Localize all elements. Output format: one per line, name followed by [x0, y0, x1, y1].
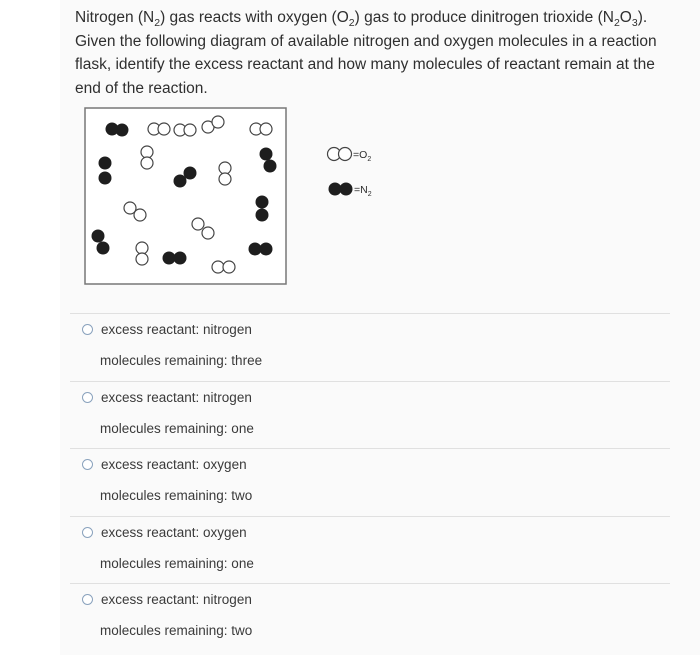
option-4[interactable] — [70, 516, 670, 584]
legend-n2-label: $=N_2$ — [354, 184, 372, 198]
legend-n2 — [329, 183, 372, 199]
option-remaining-label: molecules remaining: two — [100, 488, 253, 503]
legend-o2-icon — [328, 148, 352, 161]
radio-button[interactable] — [82, 392, 93, 403]
answer-options — [70, 313, 670, 651]
option-remaining-label: molecules remaining: one — [100, 420, 254, 436]
legend-o2-label: $=O_2$ — [353, 149, 372, 163]
option-reactant-label: excess reactant: oxygen — [101, 457, 247, 472]
option-1[interactable] — [70, 313, 670, 381]
radio-button[interactable] — [82, 594, 93, 605]
radio-button[interactable] — [82, 527, 93, 538]
o2-molecule — [174, 124, 196, 136]
question-text: Nitrogen $(N_2)$ gas reacts with oxygen $(O_2)$ gas to produce dinitrogen trioxide $(N_2O_3)$. Given the following diagram of available nitrogen and oxygen molecules in a reaction flask, identify the excess reactant and how many molecules of reactant remain at the end of the reaction. — [75, 9, 657, 97]
legend-n2-icon — [329, 183, 353, 196]
option-reactant-label: excess reactant: nitrogen — [101, 389, 252, 405]
option-5[interactable] — [70, 583, 670, 651]
option-remaining-label: molecules remaining: three — [100, 353, 263, 368]
o2-molecule — [148, 123, 170, 135]
option-remaining-label: molecules remaining: one — [100, 555, 254, 571]
option-reactant-label: excess reactant: nitrogen — [101, 322, 252, 337]
o2-molecule — [250, 123, 272, 135]
option-3[interactable] — [70, 448, 670, 516]
option-2[interactable] — [70, 381, 670, 449]
radio-button[interactable] — [82, 324, 93, 335]
option-reactant-label: excess reactant: nitrogen — [101, 592, 252, 607]
option-remaining-label: molecules remaining: two — [100, 623, 253, 638]
option-reactant-label: excess reactant: oxygen — [101, 524, 247, 540]
radio-button[interactable] — [82, 459, 93, 470]
reaction-flask-diagram — [70, 96, 670, 306]
legend-o2 — [328, 148, 372, 164]
